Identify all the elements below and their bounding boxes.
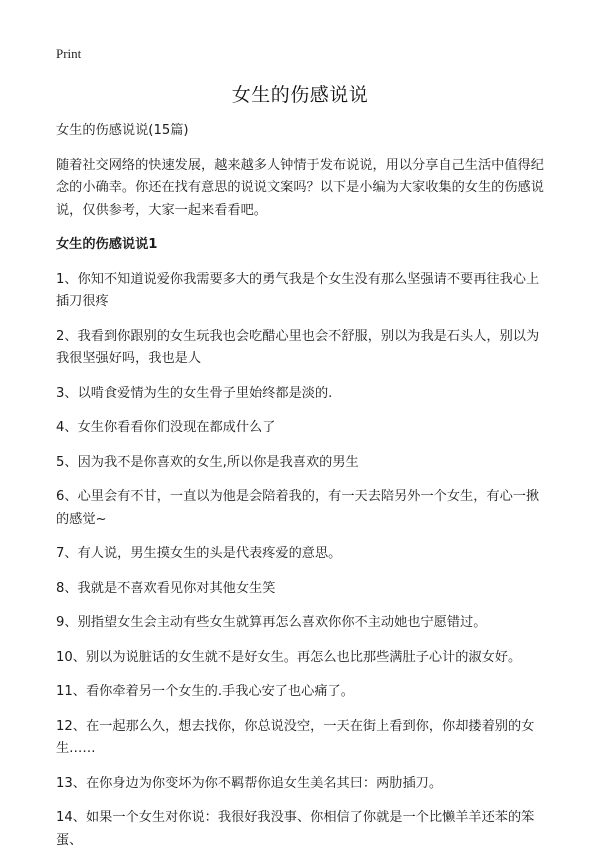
- intro-paragraph: 随着社交网络的快速发展，越来越多人钟情于发布说说，用以分享自己生活中值得纪念的小确幸。你还在找有意思的说说文案吗？以下是小编为大家收集的女生的伤感说说，仅供参考，大家一起来看看吧。: [56, 157, 544, 218]
- list-item: 13、在你身边为你变坏为你不羁帮你追女生美名其曰：两肋插刀。: [56, 775, 443, 791]
- list-item: 5、因为我不是你喜欢的女生,所以你是我喜欢的男生: [56, 454, 359, 470]
- list-item: 3、以啃食爱情为生的女生骨子里始终都是淡的.: [56, 385, 333, 401]
- article-subtitle: 女生的伤感说说(15篇): [56, 123, 189, 138]
- list-item: 14、如果一个女生对你说：我很好我没事、你相信了你就是一个比懒羊羊还苯的笨蛋、: [56, 810, 535, 848]
- print-link[interactable]: Print: [56, 46, 82, 61]
- list-item: 2、我看到你跟别的女生玩我也会吃醋心里也会不舒服，别以为我是石头人，别以为我很坚强好吗，我也是人: [56, 328, 540, 366]
- section-heading: 女生的伤感说说1: [56, 237, 158, 252]
- list-item: 6、心里会有不甘，一直以为他是会陪着我的，有一天去陪另外一个女生，有心一揪的感觉~: [56, 489, 540, 527]
- list-item: 4、女生你看看你们没现在都成什么了: [56, 420, 276, 435]
- list-item: 1、你知不知道说爱你我需要多大的勇气我是个女生没有那么坚强请不要再往我心上插刀很疼: [56, 271, 540, 309]
- list-item: 11、看你牵着另一个女生的.手我心安了也心痛了。: [56, 684, 354, 699]
- list-item: 8、我就是不喜欢看见你对其他女生笑: [56, 580, 276, 596]
- list-item: 7、有人说，男生摸女生的头是代表疼爱的意思。: [56, 546, 342, 561]
- article-body: [56, 120, 548, 864]
- list-item: 10、别以为说脏话的女生就不是好女生。再怎么也比那些满肚子心计的淑女好。: [56, 649, 522, 665]
- page-title: 女生的伤感说说: [231, 84, 369, 106]
- list-item: 12、在一起那么久，想去找你，你总说没空，一天在街上看到你，你却搂着别的女生……: [56, 718, 535, 756]
- list-item: 9、别指望女生会主动有些女生就算再怎么喜欢你你不主动她也宁愿错过。: [56, 615, 487, 630]
